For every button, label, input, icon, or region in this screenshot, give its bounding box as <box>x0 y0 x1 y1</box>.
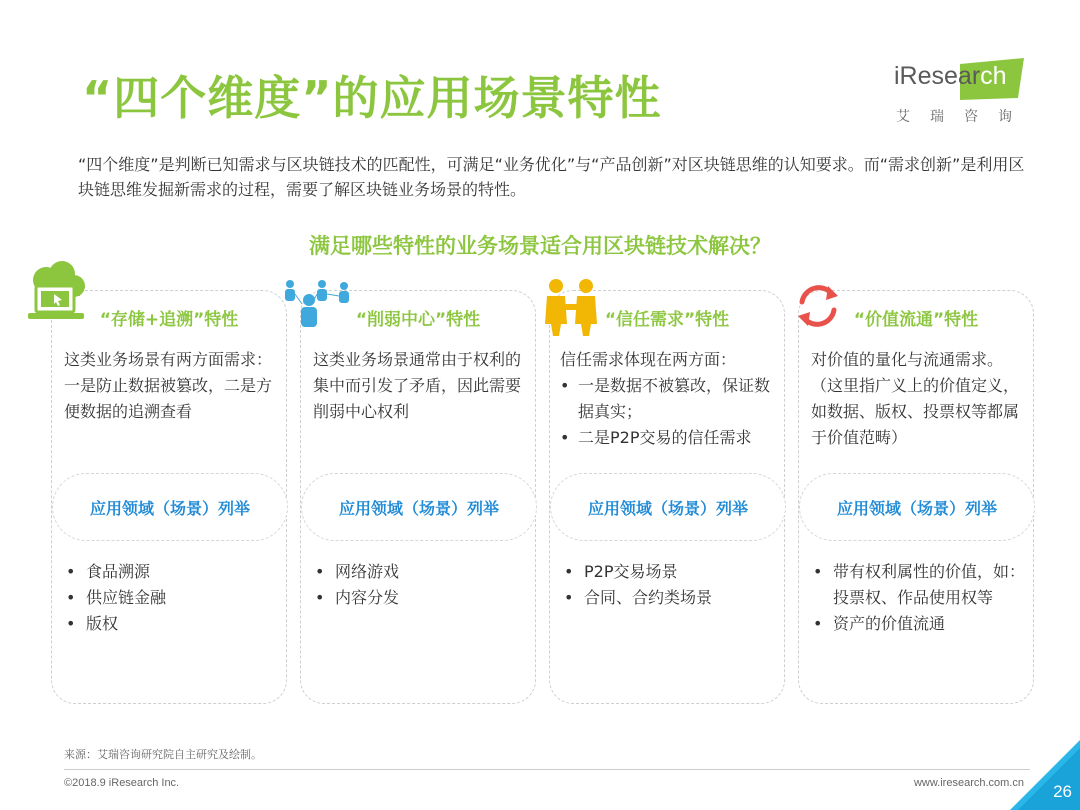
handshake-icon <box>543 278 599 336</box>
list-item: • 资产的价值流通 <box>813 611 1025 637</box>
logo-brand-highlight: ch <box>980 62 1007 90</box>
website-url: www.iresearch.com.cn <box>913 777 1024 789</box>
circulation-arrows-icon <box>792 280 844 332</box>
feature-card-storage-trace <box>51 290 287 704</box>
card-scenario-pill: 应用领域（场景）列举 <box>799 473 1035 541</box>
card-description: 这类业务场景有两方面需求：一是防止数据被篡改，二是方便数据的追溯查看 <box>64 350 273 421</box>
page-title: “四个维度”的应用场景特性 <box>82 71 662 125</box>
list-item: • 二是P2P交易的信任需求 <box>560 425 774 451</box>
card-scenario-pill: 应用领域（场景）列举 <box>301 473 537 541</box>
list-item: • 一是数据不被篡改，保证数据真实； <box>560 373 774 425</box>
card-scenario-pill: 应用领域（场景）列举 <box>550 473 786 541</box>
list-item: • 网络游戏 <box>315 559 527 585</box>
source-note: 来源：艾瑞咨询研究院自主研究及绘制。 <box>64 748 262 761</box>
card-scenario-pill: 应用领域（场景）列举 <box>52 473 288 541</box>
logo-brand-text: iResear <box>894 62 981 90</box>
card-example-list <box>66 559 278 637</box>
feature-card-value-flow <box>798 290 1034 704</box>
list-item: • 版权 <box>66 611 278 637</box>
card-example-list <box>564 559 776 611</box>
footer-divider <box>64 769 1030 770</box>
card-heading: “价值流通”特性 <box>853 310 979 330</box>
copyright: ©2018.9 iResearch Inc. <box>64 777 180 789</box>
cloud-laptop-icon <box>24 260 88 326</box>
card-example-list <box>315 559 527 611</box>
feature-card-decentralize <box>300 290 536 704</box>
page-number: 26 <box>1053 782 1072 801</box>
iresearch-logo <box>890 58 1030 128</box>
card-description: 这类业务场景通常由于权利的集中而引发了矛盾，因此需要削弱中心权利 <box>313 350 522 421</box>
card-example-list <box>813 559 1025 637</box>
people-network-icon <box>282 278 356 332</box>
card-heading: “信任需求”特性 <box>604 310 730 330</box>
list-item: • 合同、合约类场景 <box>564 585 776 611</box>
intro-paragraph: “四个维度”是判断已知需求与区块链技术的匹配性，可满足“业务优化”与“产品创新”对区块链思维的认知要求。而“需求创新”是利用区块链思维发掘新需求的过程，需要了解区块链业务场景的特性。 <box>78 155 1025 199</box>
list-item: • P2P交易场景 <box>564 559 776 585</box>
list-item: • 内容分发 <box>315 585 527 611</box>
card-heading: “削弱中心”特性 <box>355 310 481 330</box>
feature-card-trust <box>549 290 785 704</box>
card-description: 对价值的量化与流通需求。（这里指广义上的价值定义，如数据、版权、投票权等都属于价值范畴） <box>811 350 1020 447</box>
card-description: 信任需求体现在两方面： • 一是数据不被篡改，保证数据真实； • 二是P2P交易的信任需求 <box>560 347 774 451</box>
section-question: 满足哪些特性的业务场景适合用区块链技术解决？ <box>309 234 771 258</box>
card-heading: “存储+追溯”特性 <box>99 310 239 330</box>
logo-subtitle: 艾瑞咨询 <box>896 109 1032 125</box>
list-item: • 供应链金融 <box>66 585 278 611</box>
list-item: • 食品溯源 <box>66 559 278 585</box>
list-item: • 带有权利属性的价值，如：投票权、作品使用权等 <box>813 559 1025 611</box>
